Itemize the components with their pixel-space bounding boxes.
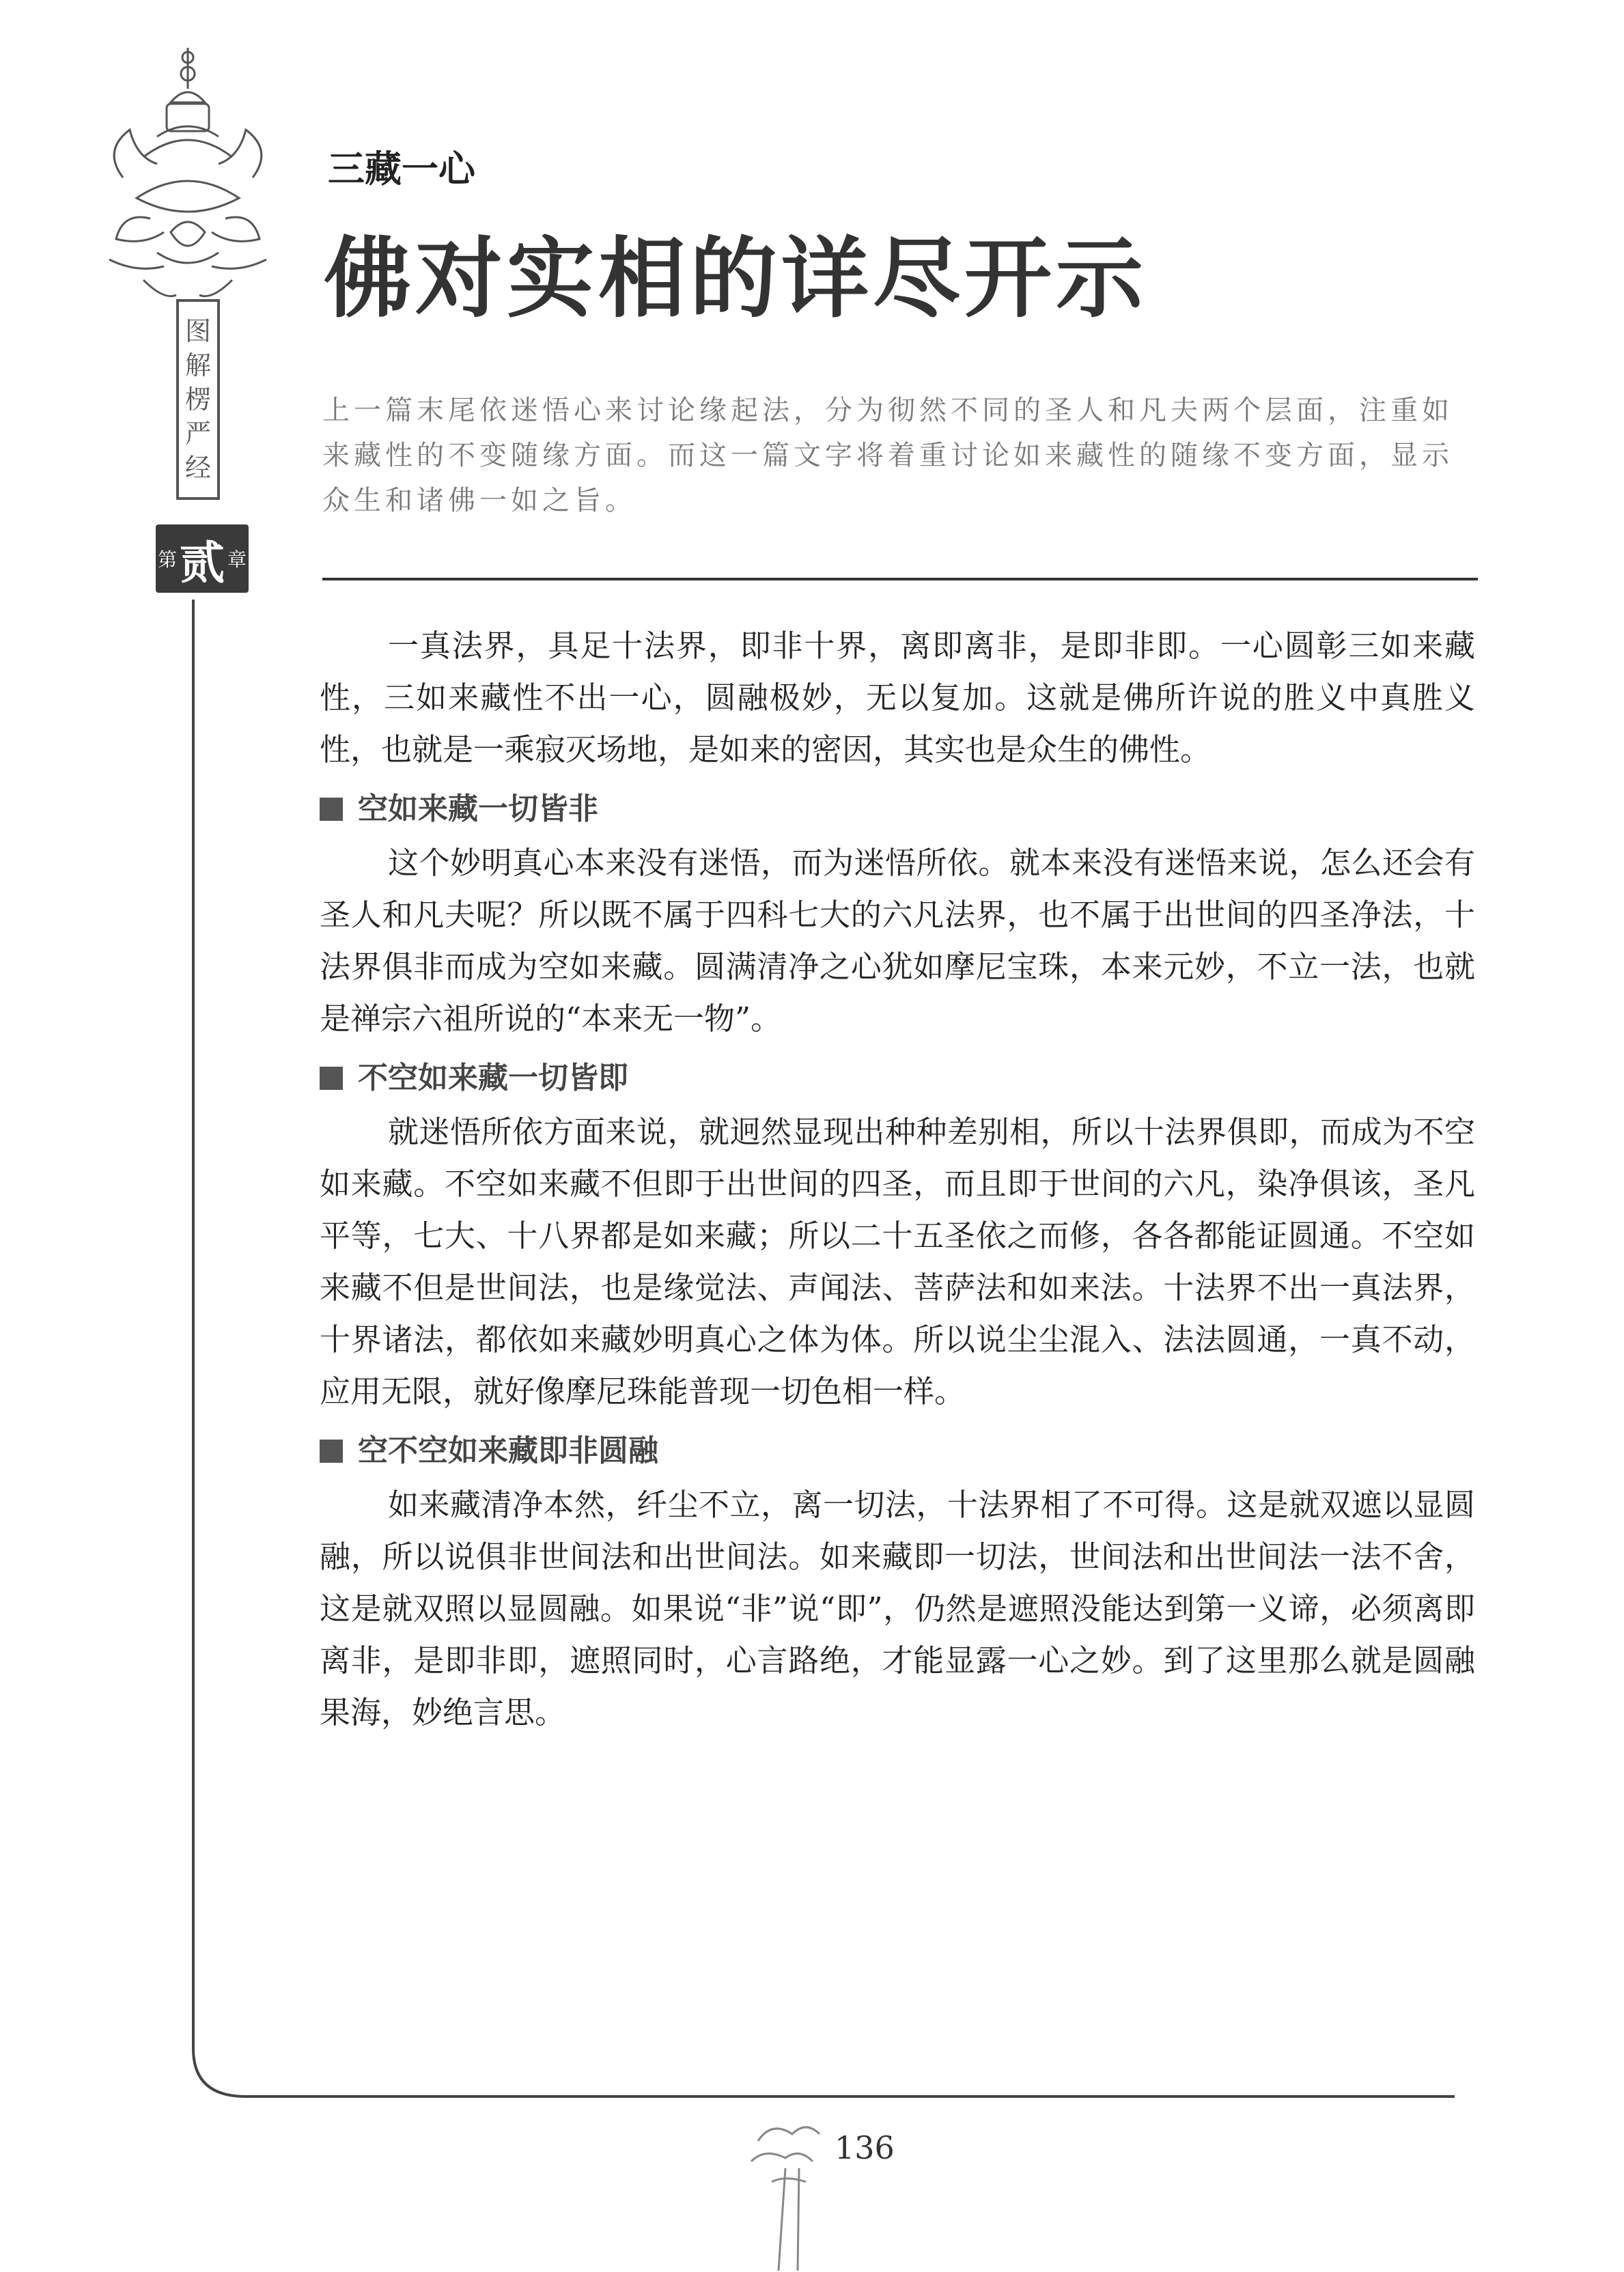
section-heading xyxy=(320,1057,1475,1099)
section-heading xyxy=(320,788,1475,830)
opening-paragraph: 一真法界，具足十法界，即非十界，离即离非，是即非即。一心圆彰三如来藏性，三如来藏性不出一心，圆融极妙，无以复加。这就是佛所许说的胜义中真胜义性，也就是一乘寂灭场地，是如来的密因，其实也是众生的佛性。 xyxy=(320,628,1475,768)
chapter-tab xyxy=(156,524,249,593)
section-heading xyxy=(320,1430,1475,1472)
book-title-char: 楞 xyxy=(184,384,211,415)
body-text xyxy=(320,620,1475,1739)
square-bullet-icon xyxy=(320,1067,343,1090)
section-paragraph: 就迷悟所依方面来说，就迥然显现出种种差别相，所以十法界俱即，而成为不空如来藏。不空如来藏不但即于出世间的四圣，而且即于世间的六凡，染净俱该，圣凡平等，七大、十八界都是如来藏；所以二十五圣依之而修，各各都能证圆通。不空如来藏不但是世间法，也是缘觉法、声闻法、菩萨法和如来法。十法界不出一真法界，十界诸法，都依如来藏妙明真心之体为体。所以说尘尘混入、法法圆通，一真不动，应用无限，就好像摩尼珠能普现一切色相一样。 xyxy=(320,1114,1475,1410)
section-paragraph: 如来藏清净本然，纤尘不立，离一切法，十法界相了不可得。这是就双遮以显圆融，所以说俱非世间法和出世间法。如来藏即一切法，世间法和出世间法一法不舍，这是就双照以显圆融。如果说“非”说“即”，仍然是遮照没能达到第一义谛，必须离即离非，是即非即，遮照同时，心言路绝，才能显露一心之妙。到了这里那么就是圆融果海，妙绝言思。 xyxy=(320,1487,1475,1730)
chapter-number: 贰 xyxy=(180,536,225,589)
square-bullet-icon xyxy=(320,798,343,821)
book-title-tab xyxy=(176,299,220,500)
page-number: 136 xyxy=(835,2129,895,2166)
section-heading-text: 空不空如来藏即非圆融 xyxy=(358,1433,658,1468)
section-paragraph: 这个妙明真心本来没有迷悟，而为迷悟所依。就本来没有迷悟来说，怎么还会有圣人和凡夫呢？所以既不属于四科七大的六凡法界，也不属于出世间的四圣净法，十法界俱非而成为空如来藏。圆满清净之心犹如摩尼宝珠，本来元妙，不立一法，也就是禅宗六祖所说的“本来无一物”。 xyxy=(320,845,1475,1037)
book-title-char: 图 xyxy=(184,316,211,346)
book-title-char: 严 xyxy=(184,419,211,449)
book-title-char: 解 xyxy=(184,350,211,380)
chapter-suffix: 章 xyxy=(227,548,247,571)
lotus-stupa-ornament xyxy=(96,41,280,341)
chapter-prefix: 第 xyxy=(157,548,177,571)
page-title: 佛对实相的详尽开示 xyxy=(324,227,1148,330)
section-heading-text: 空如来藏一切皆非 xyxy=(358,791,598,826)
square-bullet-icon xyxy=(320,1440,343,1463)
section-heading-text: 不空如来藏一切皆即 xyxy=(358,1061,628,1095)
series-heading: 三藏一心 xyxy=(328,148,475,191)
book-title-char: 经 xyxy=(184,453,211,483)
divider xyxy=(322,578,1478,580)
intro-paragraph: 上一篇末尾依迷悟心来讨论缘起法，分为彻然不同的圣人和凡夫两个层面，注重如来藏性的不变随缘方面。而这一篇文字将着重讨论如来藏性的随缘不变方面，显示众生和诸佛一如之旨。 xyxy=(322,395,1453,516)
